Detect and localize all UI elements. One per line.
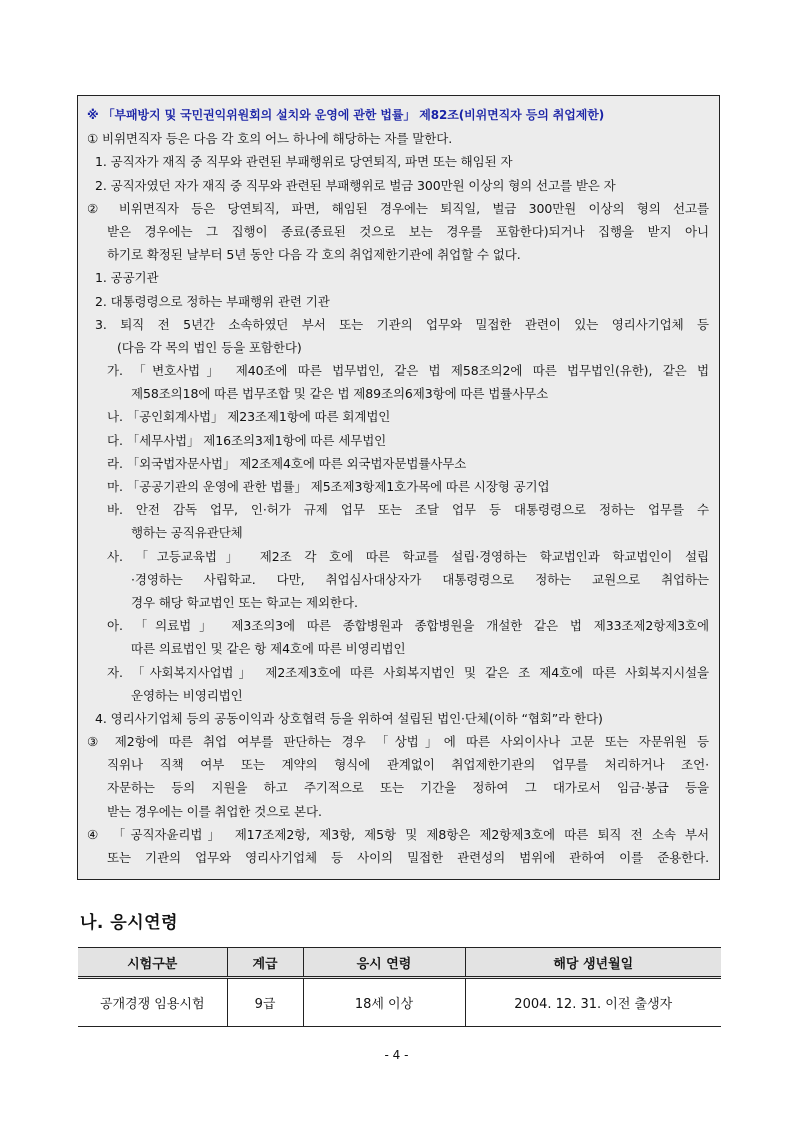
cell-grade: 9급 xyxy=(227,978,303,1027)
sub-item-a: 아. 「의료법」 제3조의3에 따른 종합병원과 종합병원을 개설한 같은 법 제33조제2항제3호에 xyxy=(107,618,709,634)
table-row xyxy=(78,978,721,1027)
clause-2-item-3-cont: (다음 각 목의 법인 등을 포함한다) xyxy=(117,339,302,355)
law-excerpt-title: ※ 「부패방지 및 국민권익위원회의 설치와 운영에 관한 법률」 제82조(비위면직자 등의 취업제한) xyxy=(87,108,605,122)
law-excerpt-box xyxy=(77,95,720,880)
sub-item-ba: 바. 안전 감독 업무, 인·허가 규제 업무 또는 조달 업무 등 대통령령으로 정하는 업무를 수 xyxy=(107,502,709,518)
sub-item-da: 다. 「세무사법」 제16조의3제1항에 따른 세무법인 xyxy=(107,432,387,448)
sub-item-sa-cont-2: 경우 해당 학교법인 또는 학교는 제외한다. xyxy=(131,594,358,610)
sub-item-ma: 마. 「공공기관의 운영에 관한 법률」 제5조제3항제1호가목에 따른 시장형 공기업 xyxy=(107,479,550,494)
clause-3-cont-2: 자문하는 등의 지원을 하고 주기적으로 또는 기간을 정하여 그 대가로서 임금·봉급 등을 xyxy=(107,780,709,796)
clause-1-item-2: 2. 공직자였던 자가 재직 중 직무와 관련된 부패행위로 벌금 300만원 이상의 형의 선고를 받은 자 xyxy=(95,177,616,193)
sub-item-ra: 라. 「외국법자문사법」 제2조제4호에 따른 외국법자문법률사무소 xyxy=(107,455,467,471)
cell-exam-type: 공개경쟁 임용시험 xyxy=(78,978,227,1027)
clause-2-item-3: 3. 퇴직 전 5년간 소속하였던 부서 또는 기관의 업무와 밀접한 관련이 있는 영리사기업체 등 xyxy=(95,316,709,332)
sub-item-ja: 자. 「사회복지사업법」 제2조제3호에 따른 사회복지법인 및 같은 조 제4호에 따른 사회복지시설을 xyxy=(107,664,709,680)
sub-item-ba-cont: 행하는 공직유관단체 xyxy=(131,525,243,541)
sub-item-sa: 사. 「고등교육법」 제2조 각 호에 따른 학교를 설립·경영하는 학교법인과 학교법인이 설립 xyxy=(107,548,709,564)
sub-item-sa-cont-1: ·경영하는 사립학교. 다만, 취업심사대상자가 대통령령으로 정하는 교원으로 취업하는 xyxy=(131,571,709,587)
clause-1-item-1: 1. 공직자가 재직 중 직무와 관련된 부패행위로 당연퇴직, 파면 또는 해임된 자 xyxy=(95,154,513,170)
clause-4: ④ 「공직자윤리법」 제17조제2항, 제3항, 제5항 및 제8항은 제2항제3호에 따른 퇴직 전 소속 부서 xyxy=(87,826,709,842)
table-header-row xyxy=(78,948,721,978)
clause-2-cont-2: 하기로 확정된 날부터 5년 동안 다음 각 호의 취업제한기관에 취업할 수 없다. xyxy=(107,247,521,263)
age-requirement-table xyxy=(78,947,721,1027)
clause-2-item-2: 2. 대통령령으로 정하는 부패행위 관련 기관 xyxy=(95,293,330,309)
header-grade: 계급 xyxy=(227,948,303,978)
sub-item-a-cont: 따른 의료법인 및 같은 항 제4호에 따른 비영리법인 xyxy=(131,641,406,657)
clause-2: ② 비위면직자 등은 당연퇴직, 파면, 해임된 경우에는 퇴직일, 벌금 300만원 이상의 형의 선고를 xyxy=(87,200,709,216)
clause-4-cont: 또는 기관의 업무와 영리사기업체 등 사이의 밀접한 관련성의 범위에 관하여 이를 준용한다. xyxy=(107,850,709,865)
sub-item-ga-cont: 제58조의18에 따른 법무조합 및 같은 법 제89조의6제3항에 따른 법률사무소 xyxy=(131,386,549,402)
header-exam-type: 시험구분 xyxy=(78,948,227,978)
cell-age: 18세 이상 xyxy=(303,978,465,1027)
clause-2-item-4: 4. 영리사기업체 등의 공동이익과 상호협력 등을 위하여 설립된 법인·단체(이하 “협회”라 한다) xyxy=(95,710,603,726)
cell-birthdate: 2004. 12. 31. 이전 출생자 xyxy=(465,978,721,1027)
clause-2-cont-1: 받은 경우에는 그 집행이 종료(종료된 것으로 보는 경우를 포함한다)되거나 집행을 받지 아니 xyxy=(107,223,709,239)
section-title: 나. 응시연령 xyxy=(80,913,178,933)
sub-item-ja-cont: 운영하는 비영리법인 xyxy=(131,687,243,703)
sub-item-na: 나. 「공인회계사법」 제23조제1항에 따른 회계법인 xyxy=(107,409,391,425)
header-age: 응시 연령 xyxy=(303,948,465,978)
page-number: - 4 - xyxy=(384,1048,409,1062)
clause-2-item-1: 1. 공공기관 xyxy=(95,270,159,286)
clause-1: ① 비위면직자 등은 다음 각 호의 어느 하나에 해당하는 자를 말한다. xyxy=(87,131,453,147)
header-birthdate: 해당 생년월일 xyxy=(465,948,721,978)
clause-3: ③ 제2항에 따른 취업 여부를 판단하는 경우 「상법」에 따른 사외이사나 고문 또는 자문위원 등 xyxy=(87,734,709,750)
sub-item-ga: 가. 「변호사법」 제40조에 따른 법무법인, 같은 법 제58조의2에 따른 법무법인(유한), 같은 법 xyxy=(107,363,709,379)
clause-3-cont-1: 직위나 직책 여부 또는 계약의 형식에 관계없이 취업제한기관의 업무를 처리하거나 조언· xyxy=(107,757,709,773)
clause-3-cont-3: 받는 경우에는 이를 취업한 것으로 본다. xyxy=(107,803,322,819)
